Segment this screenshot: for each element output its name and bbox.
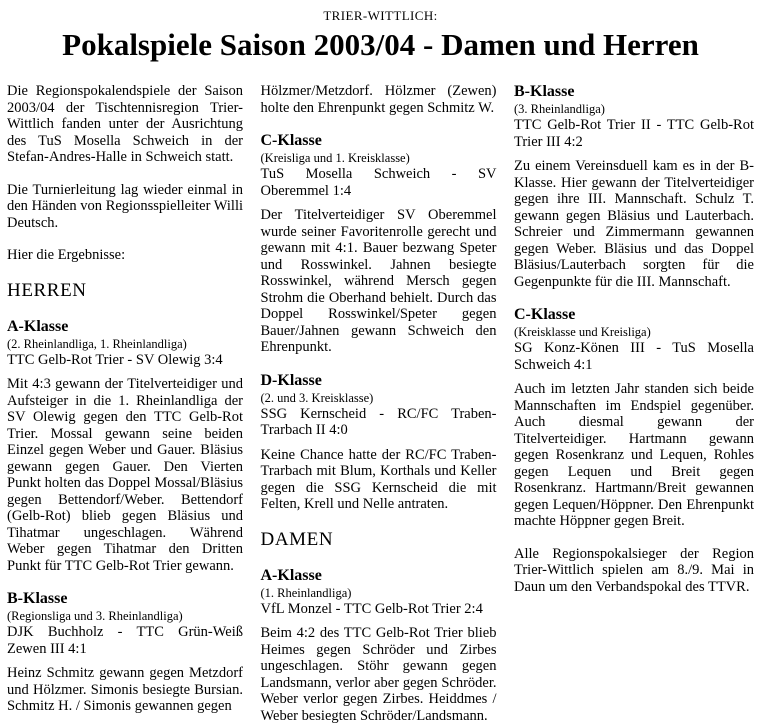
paragraph-damen-c-report: Auch im letzten Jahr standen sich beide Mannschaften im Endspiel gegenüber. Auch diesmal gewann der Titelverteidiger. Hartmann gewann gegen Rosenkranz und Lequen, Rohles gegen Lequen und Breit gegen Rosenkranz. Hartmann/Breit gewannen gegen Lequen/Höppner. Den Ehrenpunkt machte Höppner gegen Breit. bbox=[514, 381, 754, 529]
article-header bbox=[7, 8, 754, 62]
page-title: Pokalspiele Saison 2003/04 - Damen und Herren bbox=[62, 27, 699, 62]
paragraph-intro: Die Regionspokalendspiele der Saison 2003/04 der Tischtennisregion Trier-Wittlich fanden unter der Ausrichtung des TuS Mosella Schweich in der Stefan-Andres-Halle in Schweich statt. bbox=[7, 83, 243, 165]
match-result: TuS Mosella Schweich - SV Oberemmel 1:4 bbox=[260, 166, 497, 199]
paragraph-herren-d-report: Keine Chance hatte der RC/FC Traben-Trarbach mit Blum, Korthals und Keller gegen die SSG Kernscheid die mit Felten, Krell und Nelle antraten. bbox=[260, 446, 497, 512]
article-body bbox=[7, 83, 754, 727]
match-result: TTC Gelb-Rot Trier II - TTC Gelb-Rot Trier III 4:2 bbox=[514, 117, 754, 150]
match-result: DJK Buchholz - TTC Grün-Weiß Zewen III 4:1 bbox=[7, 624, 243, 657]
class-block-herren-b bbox=[7, 590, 243, 657]
class-block-damen-a bbox=[261, 567, 497, 618]
paragraph-damen-a-report: Beim 4:2 des TTC Gelb-Rot Trier blieb Heimes gegen Schröder und Zirbes ungeschlagen. Stöhr gewann gegen Landsmann, verlor aber gegen Schröder. Weber verlor gegen Zirbes. Heiddmes / Weber besiegten Schröder/Landsmann. bbox=[260, 625, 497, 724]
paragraph-herren-b-report-part1: Heinz Schmitz gewann gegen Metzdorf und Hölzmer. Simonis besiegte Bursian. Schmitz H. / Simonis gewannen gegen bbox=[7, 665, 243, 714]
class-heading: A-Klasse bbox=[7, 317, 69, 335]
paragraph-results-intro: Hier die Ergebnisse: bbox=[7, 247, 126, 263]
match-result: SG Konz-Könen III - TuS Mosella Schweich 4:1 bbox=[514, 340, 754, 373]
column-middle bbox=[261, 83, 497, 727]
kicker: TRIER-WITTLICH: bbox=[323, 8, 438, 23]
league-label: (Kreisklasse und Kreisliga) bbox=[514, 325, 651, 339]
class-block-damen-c bbox=[514, 306, 754, 373]
class-heading: C-Klasse bbox=[514, 306, 576, 323]
paragraph-verbandspokal-note: Alle Regionspokalsieger der Region Trier-Wittlich spielen am 8./9. Mai in Daun um den Verbandspokal des TTVR. bbox=[514, 545, 754, 595]
league-label: (3. Rheinlandliga) bbox=[514, 102, 605, 116]
class-heading: A-Klasse bbox=[260, 566, 322, 584]
class-heading: C-Klasse bbox=[260, 132, 322, 149]
class-heading: B-Klasse bbox=[514, 83, 575, 100]
league-label: (Kreisliga und 1. Kreisklasse) bbox=[260, 151, 410, 165]
class-heading: B-Klasse bbox=[7, 590, 68, 607]
paragraph-herren-b-report-part2: Hölzmer/Metzdorf. Hölzmer (Zewen) holte den Ehrenpunkt gegen Schmitz W. bbox=[260, 83, 497, 116]
section-heading-damen: DAMEN bbox=[260, 528, 334, 550]
match-result: VfL Monzel - TTC Gelb-Rot Trier 2:4 bbox=[260, 600, 483, 617]
league-label: (2. und 3. Kreisklasse) bbox=[260, 390, 374, 405]
match-result: TTC Gelb-Rot Trier - SV Olewig 3:4 bbox=[7, 351, 223, 368]
class-heading: D-Klasse bbox=[260, 371, 322, 389]
column-right bbox=[514, 83, 754, 727]
class-block-herren-c bbox=[261, 132, 497, 199]
class-block-damen-b bbox=[514, 83, 754, 150]
paragraph-herren-c-report: Der Titelverteidiger SV Oberemmel wurde seiner Favoritenrolle gerecht und gewann mit 4:1. Bauer bezwang Speter und Rosswinkel. Jahnen besiegte Rosswinkel, während Mersch gegen Strohm die Oberhand behielt. Durch das Doppel Rosswinkel/Speter gegen Bauer/Jahnen gewann Schweich den Ehrenpunkt. bbox=[260, 207, 497, 355]
class-block-herren-a bbox=[7, 318, 243, 369]
section-heading-herren: HERREN bbox=[7, 279, 87, 301]
league-label: (1. Rheinlandliga) bbox=[260, 585, 352, 600]
column-left bbox=[7, 83, 243, 727]
paragraph-herren-a-report: Mit 4:3 gewann der Titelverteidiger und Aufsteiger in die 1. Rheinlandliga der SV Olewig gegen den TTC Gelb-Rot Trier. Mossal gewann seine beiden Einzel gegen Weber und Gauer. Bläsius gewann gegen Gauer. Den Vierten Punkt holten das Doppel Mossal/Bläsius gegen Bettendorf/Weber. Bettendorf (Gelb-Rot) blieb gegen Bläsius und Tihatmar ungeschlagen. Während Weber gegen Tihatmar den Dritten Punkt für TTC Gelb-Rot Trier gewann. bbox=[7, 376, 243, 574]
league-label: (Regionsliga und 3. Rheinlandliga) bbox=[7, 609, 183, 623]
paragraph-damen-b-report: Zu einem Vereinsduell kam es in der B-Klasse. Hier gewann der Titelverteidiger gegen ihre III. Mannschaft. Schulz T. gewann gegen Bläsius und Lauterbach. Schreier und Zimmermann gewannen gegen Weber. Bläsius und das Doppel Bläsius/Lauterbach sorgten für die Gegenpunkte für die III. Mannschaft. bbox=[514, 158, 754, 290]
class-block-herren-d bbox=[261, 372, 497, 439]
league-label: (2. Rheinlandliga, 1. Rheinlandliga) bbox=[7, 336, 187, 351]
match-result: SSG Kernscheid - RC/FC Traben-Trarbach II 4:0 bbox=[260, 405, 497, 438]
paragraph-tournament-lead: Die Turnierleitung lag wieder einmal in den Händen von Regionsspielleiter Willi Deutsch. bbox=[7, 181, 243, 231]
